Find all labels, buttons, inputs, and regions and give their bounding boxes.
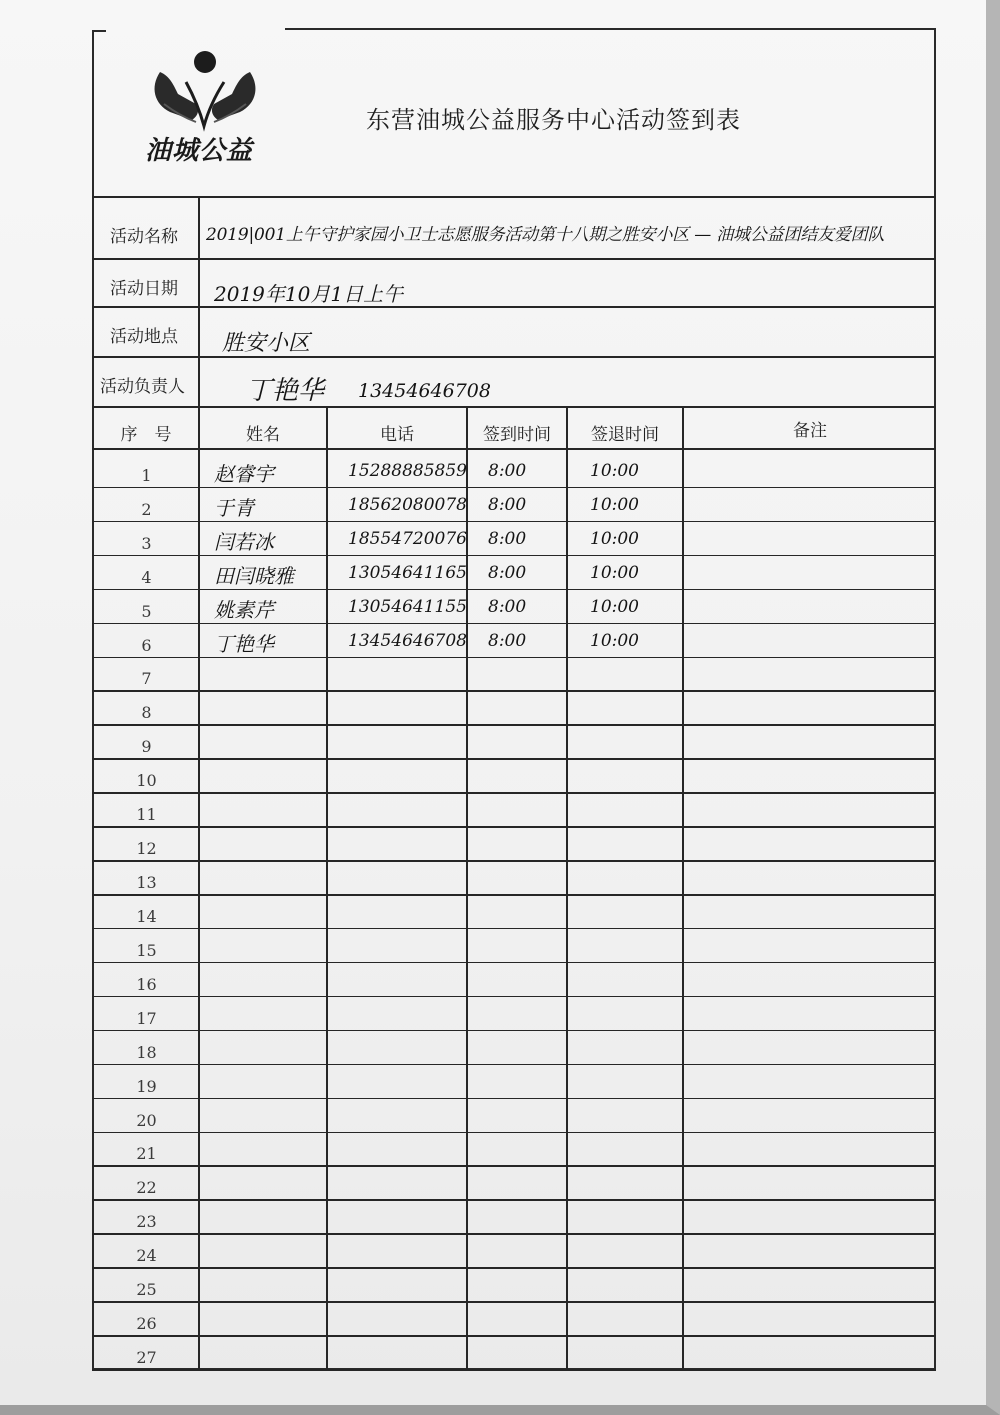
row-number: 1 <box>141 465 152 485</box>
row-name: 赵睿宇 <box>214 461 274 486</box>
row-divider <box>92 1301 936 1303</box>
row-number: 21 <box>136 1144 157 1164</box>
rule <box>92 406 936 408</box>
row-number: 26 <box>136 1314 157 1334</box>
row-divider <box>92 826 936 828</box>
row-number: 2 <box>141 499 152 519</box>
row-number: 23 <box>136 1212 157 1232</box>
row-phone: 18554720076 <box>348 528 467 549</box>
row-checkout: 10:00 <box>590 596 639 617</box>
row-divider <box>92 1199 936 1201</box>
row-checkin: 8:00 <box>488 630 527 651</box>
row-phone: 13054641155 <box>348 596 467 617</box>
activity-leader-name: 丁艳华 <box>246 376 325 406</box>
row-number: 27 <box>136 1348 157 1367</box>
frame-top-left <box>92 30 106 32</box>
rule <box>92 196 936 198</box>
page-title: 东营油城公益服务中心活动签到表 <box>366 106 741 134</box>
rule <box>92 448 936 450</box>
row-divider <box>92 1064 936 1066</box>
row-name: 姚素芹 <box>214 597 274 622</box>
header-name: 姓名 <box>246 425 280 445</box>
row-divider <box>92 487 936 489</box>
row-number: 24 <box>136 1246 157 1266</box>
row-divider <box>92 962 936 964</box>
row-divider <box>92 623 936 625</box>
row-divider <box>92 1267 936 1269</box>
activity-place-value: 胜安小区 <box>222 331 311 356</box>
row-divider <box>92 724 936 726</box>
row-number: 13 <box>136 873 157 893</box>
activity-leader-label: 活动负责人 <box>100 377 185 397</box>
row-checkin: 8:00 <box>488 494 527 515</box>
activity-place-label: 活动地点 <box>110 327 178 347</box>
row-phone: 18562080078 <box>348 494 467 515</box>
row-checkout: 10:00 <box>590 460 639 481</box>
row-checkin: 8:00 <box>488 562 527 583</box>
row-divider <box>92 589 936 591</box>
row-number: 15 <box>136 940 157 960</box>
row-number: 14 <box>136 906 157 926</box>
row-divider <box>92 1335 936 1337</box>
row-divider <box>92 860 936 862</box>
activity-date-value: 2019年10月1日上午 <box>214 282 404 306</box>
row-phone: 13454646708 <box>348 630 467 651</box>
header-phone: 电话 <box>380 425 414 445</box>
row-name: 闫若冰 <box>214 529 274 554</box>
activity-leader-phone: 13454646708 <box>358 380 491 402</box>
row-number: 8 <box>141 703 152 723</box>
row-number: 16 <box>136 974 157 994</box>
row-divider <box>92 555 936 557</box>
row-name: 于青 <box>214 495 254 520</box>
col-divider <box>466 406 468 1370</box>
row-checkout: 10:00 <box>590 494 639 515</box>
row-divider <box>92 792 936 794</box>
row-checkout: 10:00 <box>590 528 639 549</box>
row-checkin: 8:00 <box>488 528 527 549</box>
row-number: 17 <box>136 1008 157 1028</box>
row-checkout: 10:00 <box>590 562 639 583</box>
row-number: 12 <box>136 839 157 859</box>
header-checkout: 签退时间 <box>591 425 659 445</box>
row-number: 11 <box>136 805 157 825</box>
activity-date-label: 活动日期 <box>110 279 178 299</box>
activity-name-value: 2019|001上午守护家园小卫士志愿服务活动第十八期之胜安小区 — 油城公益团结友爱团队 <box>206 225 885 245</box>
row-divider <box>92 1165 936 1167</box>
row-number: 5 <box>141 601 152 621</box>
row-number: 18 <box>136 1042 157 1062</box>
col-divider <box>326 406 328 1370</box>
row-checkin: 8:00 <box>488 596 527 617</box>
row-number: 22 <box>136 1178 157 1198</box>
col-divider <box>566 406 568 1370</box>
row-divider <box>92 1369 936 1371</box>
row-divider <box>92 657 936 659</box>
header-checkin: 签到时间 <box>483 425 551 445</box>
logo-text: 油城公益 <box>145 136 254 166</box>
frame-top-right <box>285 28 936 30</box>
row-number: 20 <box>136 1110 157 1130</box>
row-number: 6 <box>141 635 152 655</box>
row-number: 19 <box>136 1076 157 1096</box>
row-phone: 15288885859 <box>348 460 467 481</box>
row-number: 4 <box>141 567 152 587</box>
row-divider <box>92 690 936 692</box>
row-divider <box>92 758 936 760</box>
row-divider <box>92 1132 936 1134</box>
row-name: 丁艳华 <box>214 631 274 656</box>
row-number: 3 <box>141 533 152 553</box>
row-divider <box>92 996 936 998</box>
row-number: 7 <box>141 669 152 689</box>
row-divider <box>92 928 936 930</box>
rule <box>92 356 936 358</box>
row-divider <box>92 521 936 523</box>
row-number: 25 <box>136 1280 157 1300</box>
row-number: 9 <box>141 737 152 757</box>
row-number: 10 <box>136 771 157 791</box>
header-seq: 序 号 <box>120 425 172 445</box>
meta-divider <box>198 196 200 406</box>
activity-name-label: 活动名称 <box>110 227 178 247</box>
row-checkin: 8:00 <box>488 460 527 481</box>
row-name: 田闫晓雅 <box>214 563 294 588</box>
row-divider <box>92 1233 936 1235</box>
header-note: 备注 <box>793 421 827 441</box>
row-phone: 13054641165 <box>348 562 467 583</box>
row-divider <box>92 894 936 896</box>
rule <box>92 258 936 260</box>
row-checkout: 10:00 <box>590 630 639 651</box>
row-divider <box>92 1098 936 1100</box>
col-divider <box>682 406 684 1370</box>
row-divider <box>92 1030 936 1032</box>
